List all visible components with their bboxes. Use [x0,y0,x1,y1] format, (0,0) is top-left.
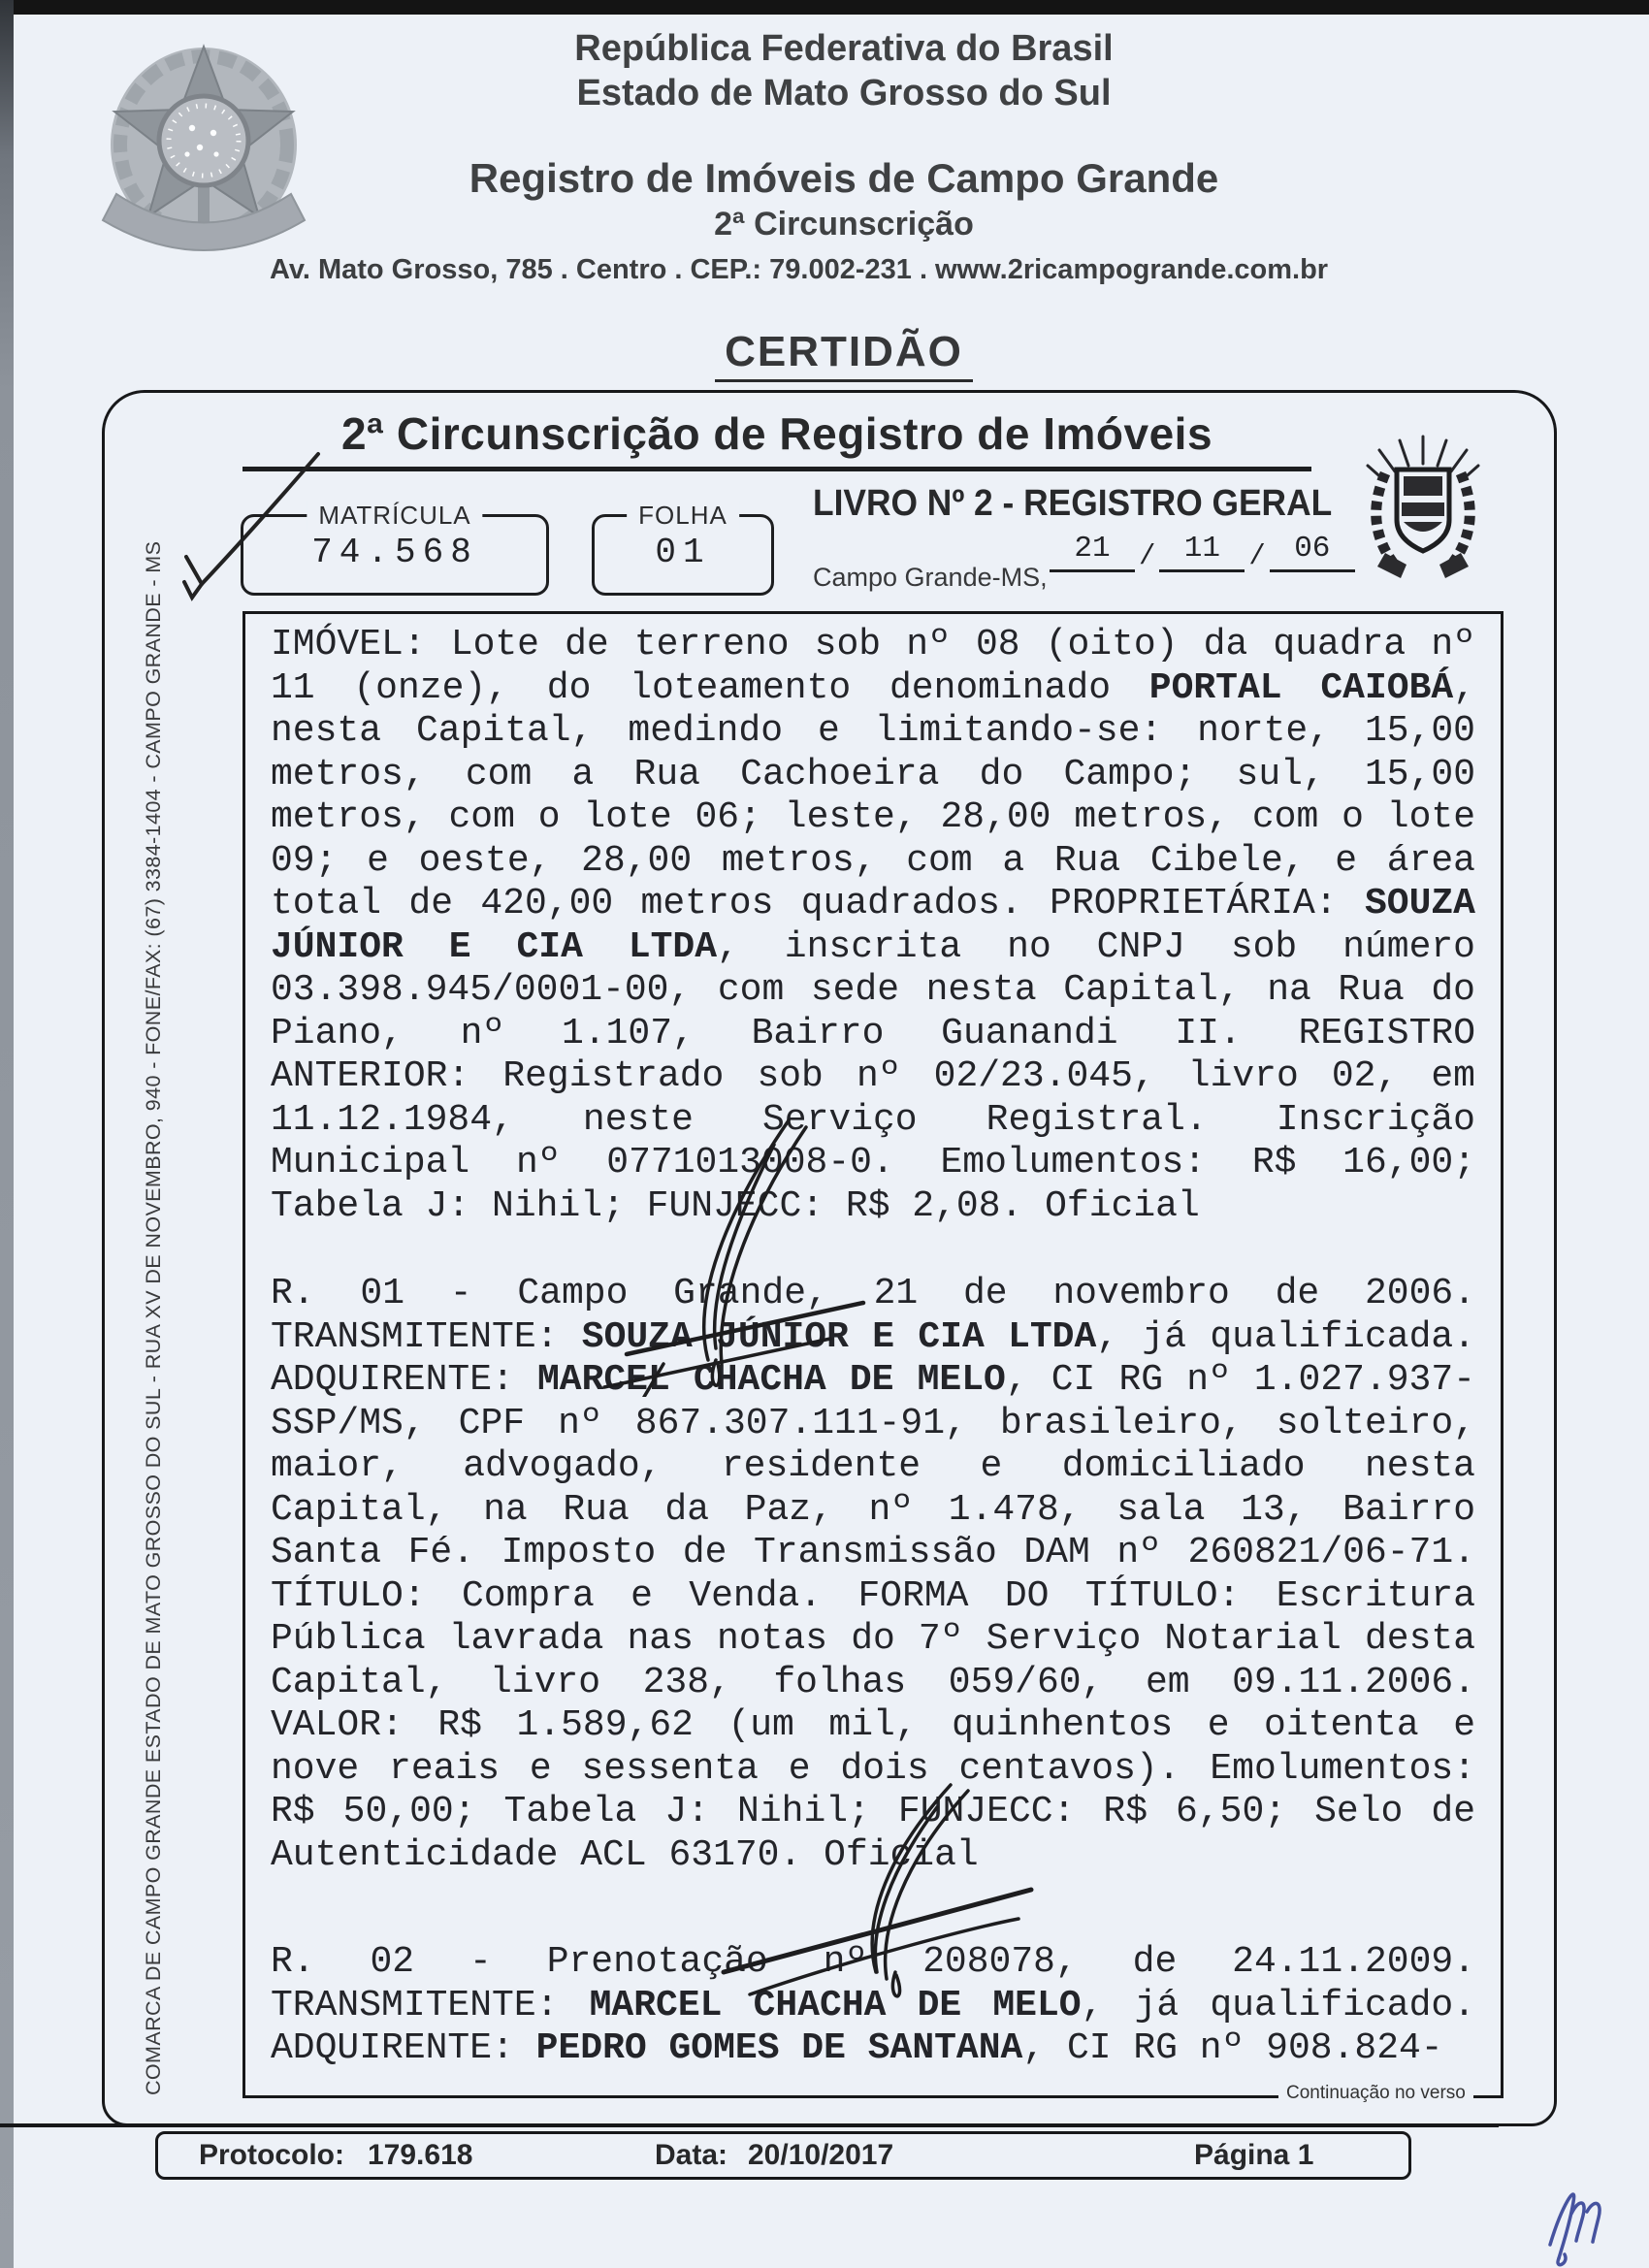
data-value: 20/10/2017 [748,2139,894,2171]
paragraph-r02: R. 02 - Prenotação nº 208078, de 24.11.2009. TRANSMITENTE: MARCEL CHACHA DE MELO, já qualificado. ADQUIRENTE: PEDRO GOMES DE SANTANA, CI RG nº 908.824- [271,1941,1475,2069]
matricula-value: 74.568 [311,533,478,572]
paragraph-imovel: IMÓVEL: Lote de terreno sob nº 08 (oito) da quadra nº 11 (onze), do loteamento denominado PORTAL CAIOBÁ, nesta Capital, medindo e limitando-se: norte, 15,00 metros, com a Rua Cachoeira do Campo; sul, 15,00 metros, com o lote 06; leste, 28,00 metros, com o lote 09; e oeste, 28,00 metros, com a Rua Cibele, e área total de 420,00 metros quadrados. PROPRIETÁRIA: SOUZA JÚNIOR E CIA LTDA, inscrita no CNPJ sob número 03.398.945/0001-00, com sede nesta Capital, na Rua do Piano, nº 1.107, Bairro Guanandi II. REGISTRO ANTERIOR: Registrado sob nº 02/23.045, livro 02, em 11.12.1984, neste Serviço Registral. Inscrição Municipal nº 0771013008-0. Emolumentos: R$ 16,00; Tabela J: Nihil; FUNJECC: R$ 2,08. Oficial [271,624,1475,1227]
header-district: 2ª Circunscrição [714,206,974,243]
blue-initials-signature-icon [1513,2169,1634,2268]
date-year: 06 [1270,532,1355,572]
folha-value: 01 [655,533,711,572]
folha-field [592,501,774,596]
official-signature-icon [570,1106,871,1397]
date-field [1050,532,1355,572]
protocolo-value: 179.618 [368,2139,473,2171]
brazil-coat-of-arms-icon [85,35,323,287]
document-title: CERTIDÃO [715,328,973,382]
matricula-field [241,501,549,596]
date-separator: / [1248,540,1266,572]
footer-bar [155,2131,1411,2180]
official-signature-icon [696,1773,1036,2001]
header-state: Estado de Mato Grosso do Sul [576,73,1112,113]
municipal-seal-icon [1356,431,1490,584]
margin-vertical-text: COMARCA DE CAMPO GRANDE ESTADO DE MATO GROSSO DO SUL - RUA XV DE NOVEMBRO, 940 - FONE/FAX: (67) 3384-1404 - CAMPO GRANDE - MS [142,540,165,2095]
folha-label: FOLHA [627,501,739,531]
data-label: Data: [655,2139,728,2171]
registry-box-title: 2ª Circunscrição de Registro de Imóveis [242,407,1311,471]
scan-edge-top [0,0,1649,15]
header-country: República Federativa do Brasil [574,28,1114,69]
date-separator: / [1139,540,1156,572]
date-day: 21 [1050,532,1135,572]
paragraph-r01: R. 01 - Campo Grande, 21 de novembro de 2006. TRANSMITENTE: SOUZA JÚNIOR E CIA LTDA, já qualificada. ADQUIRENTE: MARCEL CHACHA DE MELO, CI RG nº 1.027.937-SSP/MS, CPF nº 867.307.111-91, brasileiro, solteiro, maior, advogado, residente e domiciliado nesta Capital, na Rua da Paz, nº 1.478, sala 13, Bairro Santa Fé. Imposto de Transmissão DAM nº 260821/06-71. TÍTULO: Compra e Venda. FORMA DO TÍTULO: Escritura Pública lavrada nas notas do 7º Serviço Notarial desta Capital, livro 238, folhas 059/60, em 09.11.2006. VALOR: R$ 1.589,62 (um mil, quinhentos e oitenta e nove reais e sessenta e dois centavos). Emolumentos: R$ 50,00; Tabela J: Nihil; FUNJECC: R$ 6,50; Selo de Autenticidade ACL 63170. Oficial [271,1273,1475,1876]
livro-title: LIVRO Nº 2 - REGISTRO GERAL [813,483,1333,524]
header-registry-name: Registro de Imóveis de Campo Grande [469,155,1219,201]
pagina-label: Página 1 [1194,2139,1314,2171]
continuation-note: Continuação no verso [1278,2083,1473,2104]
bottom-rule [0,2123,1499,2127]
header-address: Av. Mato Grosso, 785 . Centro . CEP.: 79.002-231 . www.2ricampogrande.com.br [270,254,1329,285]
date-month: 11 [1159,532,1245,572]
protocolo-label: Protocolo: [199,2139,344,2171]
scan-edge-left [0,0,14,2268]
place-label: Campo Grande-MS, [813,563,1048,592]
matricula-label: MATRÍCULA [307,501,482,531]
document-title-wrap [330,328,1358,382]
